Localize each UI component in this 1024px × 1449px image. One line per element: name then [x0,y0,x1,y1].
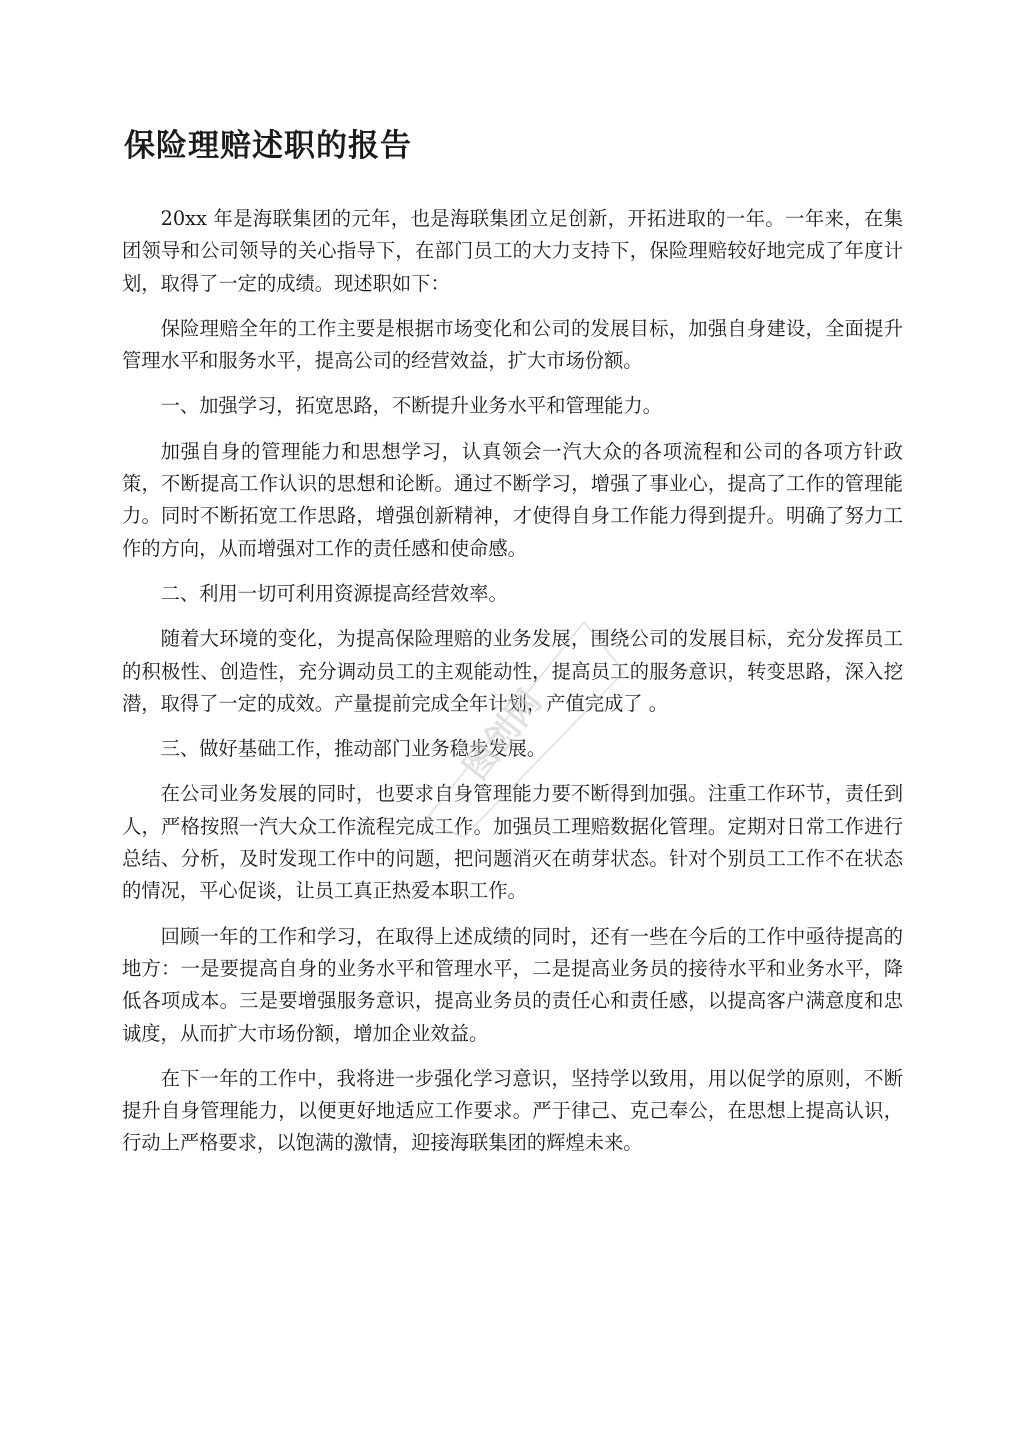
paragraph-section-2: 随着大环境的变化，为提高保险理赔的业务发展，围绕公司的发展目标，充分发挥员工的积极性、创造性，充分调动员工的主观能动性，提高员工的服务意识，转变思路，深入挖潜，取得了一定的成效。产量提前完成全年计划，产值完成了 。 [122,627,903,715]
paragraph-section-3: 在公司业务发展的同时，也要求自身管理能力要不断得到加强。注重工作环节，责任到人，严格按照一汽大众工作流程完成工作。加强员工理赔数据化管理。定期对日常工作进行总结、分析，及时发现工作中的问题，把问题消灭在萌芽状态。针对个别员工工作不在状态的情况，平心促谈，让员工真正热爱本职工作。 [122,782,903,903]
section-heading-3: 三、做好基础工作，推动部门业务稳步发展。 [160,737,547,761]
paragraph-outlook: 在下一年的工作中，我将进一步强化学习意识，坚持学以致用，用以促学的原则，不断提升自身管理能力，以便更好地适应工作要求。严于律己、克己奉公，在思想上提高认识，行动上严格要求，以饱满的激情，迎接海联集团的辉煌未来。 [122,1066,903,1155]
paragraph-review: 回顾一年的工作和学习，在取得上述成绩的同时，还有一些在今后的工作中亟待提高的地方：一是要提高自身的业务水平和管理水平，二是提高业务员的接待水平和业务水平，降低各项成本。三是要增强服务意识，提高业务员的责任心和责任感，以提高客户满意度和忠诚度，从而扩大市场份额，增加企业效益。 [122,924,903,1045]
watermark-text: 图创网 [455,682,550,788]
document-title: 保险理赔述职的报告 [124,128,412,164]
paragraph-intro: 20xx 年是海联集团的元年，也是海联集团立足创新，开拓进取的一年。一年来，在集团领导和公司领导的关心指导下，在部门员工的大力支持下，保险理赔较好地完成了年度计划，取得了一定的成绩。现述职如下： [122,207,903,295]
section-heading-2: 二、利用一切可利用资源提高经营效率。 [160,581,508,605]
section-heading-1: 一、加强学习，拓宽思路，不断提升业务水平和管理能力。 [160,394,662,418]
paragraph-overview: 保险理赔全年的工作主要是根据市场变化和公司的发展目标，加强自身建设，全面提升管理水平和服务水平，提高公司的经营效益，扩大市场份额。 [122,316,903,373]
document-body [122,203,903,1173]
paragraph-section-1: 加强自身的管理能力和思想学习，认真领会一汽大众的各项流程和公司的各项方针政策，不断提高工作认识的思想和论断。通过不断学习，增强了事业心，提高了工作的管理能力。同时不断拓宽工作思路，增强创新精神，才使得自身工作能力得到提升。明确了努力工作的方向，从而增强对工作的责任感和使命感。 [122,439,903,560]
